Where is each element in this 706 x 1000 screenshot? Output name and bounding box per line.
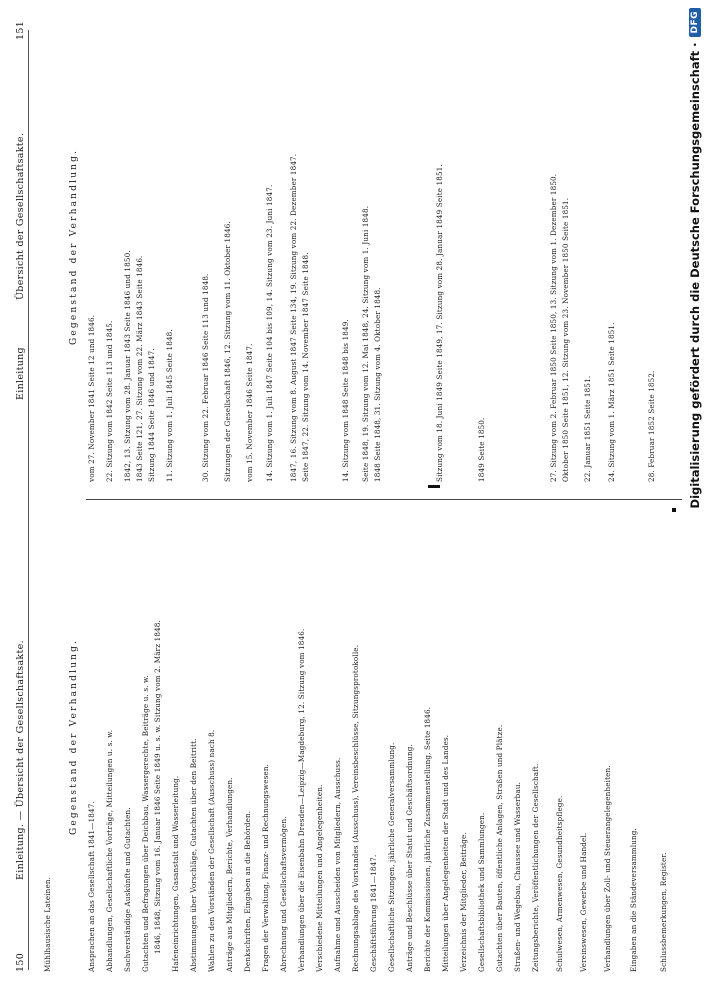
text-line: Abstimmungen über Vorschläge, Gutachten über den Beitritt.	[189, 738, 198, 972]
text-line: 27. Sitzung vom 2. Februar 1850 Seite 1850, 13. Sitzung vom 1. Dezember 1850.	[549, 173, 558, 482]
banner-text: Digitalisierung gefördert durch die Deutsche Forschungsgemeinschaft ·	[688, 42, 702, 509]
section-heading-left: Gegenstand der Verhandlung.	[69, 638, 79, 835]
text-line: Denkschriften, Eingaben an die Behörden.	[243, 810, 252, 972]
text-line: Sitzung 1844 Seite 1846 und 1847.	[147, 348, 156, 482]
running-heading-right: Einleitung	[15, 347, 26, 400]
text-line: 14. Sitzung vom 1848 Seite 1848 bis 1849.	[341, 319, 350, 482]
text-line: 11. Sitzung vom 1. Juli 1845 Seite 1848.	[165, 329, 174, 482]
text-line: 24. Sitzung vom 1. März 1851 Seite 1851.	[607, 322, 616, 482]
scan-artifact	[428, 485, 440, 488]
text-line: Schlussbemerkungen, Register.	[659, 852, 668, 972]
text-line: Verhandlungen über Zoll- und Steuerangelegenheiten.	[603, 765, 612, 972]
text-line: Zeitungsberichte, Veröffentlichungen der Gesellschaft.	[531, 763, 540, 972]
text-line: Berichte der Kommissionen, jährliche Zusammenstellung, Seite 1846.	[423, 706, 432, 972]
text-line: Sachverständige Auskünfte und Gutachten.	[123, 807, 132, 972]
text-line: Vereinswesen, Gewerbe und Handel.	[579, 832, 588, 972]
text-line: Gutachten über Bauten, öffentliche Anlagen, Straßen und Plätze.	[495, 724, 504, 972]
header-rule	[28, 30, 29, 970]
text-line: Sitzungen der Gesellschaft 1846, 12. Sitzung vom 11. Oktober 1846.	[223, 221, 232, 482]
text-line: Ansprachen an das Gesellschaft 1841—1847.	[87, 801, 96, 972]
column-divider	[86, 499, 682, 500]
text-line: 30. Sitzung vom 22. Februar 1846 Seite 113 und 1848.	[201, 273, 210, 482]
text-line: Gutachten und Befragungen über Deichbau, Wassergerechte, Beiträge u. s. w.	[141, 675, 150, 972]
text-line: Verhandlungen über die Eisenbahn Dresden—Leipzig—Magdeburg, 12. Sitzung vom 1846.	[297, 628, 306, 972]
page-number-left: 150	[15, 952, 26, 972]
text-line: Anträge und Beschlüsse über Statut und Geschäftsordnung.	[405, 744, 414, 972]
text-line: Seite 1848, 19. Sitzung vom 12. Mai 1848, 24. Sitzung vom 1. Juni 1848.	[361, 205, 370, 482]
section-heading-right: Gegenstand der Verhandlung.	[69, 148, 79, 345]
text-line: vom 27. November 1841 Seite 12 und 1846.	[87, 314, 96, 482]
text-line: Sitzung vom 18. Juni 1849 Seite 1849, 17. Sitzung vom 28. Januar 1849 Seite 1851.	[435, 164, 444, 482]
text-line: 1847, 16. Sitzung vom 8. August 1847 Seite 134, 19. Sitzung vom 22. Dezember 1847.	[289, 153, 298, 482]
text-line: Eingaben an die Ständeversammlung.	[629, 828, 638, 972]
text-line: Oktober 1850 Seite 1851, 12. Sitzung vom 23. November 1850 Seite 1851.	[561, 197, 570, 482]
text-line: Verschiedene Mitteilungen und Angelegenheiten.	[315, 784, 324, 972]
text-line: Geschäftsführung 1841—1847.	[369, 854, 378, 972]
text-line: 1842, 13. Sitzung vom 28. Januar 1843 Seite 1846 und 1850.	[123, 250, 132, 482]
text-line: Seite 1847, 22. Sitzung vom 14. November 1847 Seite 1848.	[301, 252, 310, 482]
running-title-right: Übersicht der Gesellschaftsakte.	[15, 132, 26, 300]
text-line: Abhandlungen, Gesellschaftliche Vorträge, Mitteilungen u. s. w.	[105, 729, 114, 972]
text-line: Aufnahme und Ausscheiden von Mitgliedern, Ausschuss.	[333, 757, 342, 972]
running-title-left: Einleitung. — Übersicht der Gesellschaftsakte.	[15, 640, 26, 880]
text-line: 14. Sitzung vom 1. Juli 1847 Seite 104 bis 109, 14. Sitzung vom 23. Juni 1847.	[265, 184, 274, 482]
text-line: 28. Februar 1852 Seite 1852.	[647, 370, 656, 482]
text-line: Anträge aus Mitgliedern, Berichte, Verhandlungen.	[225, 777, 234, 972]
digitization-banner	[686, 8, 704, 648]
text-line: 1849 Seite 1850.	[477, 417, 486, 482]
text-line: Wahlen zu den Vorständen der Gesellschaft (Ausschuss) nach 8.	[207, 729, 216, 972]
scan-artifact	[672, 508, 676, 512]
text-line: Schulwesen, Armenwesen, Gesundheitspflege.	[555, 795, 564, 972]
text-line: Hafeneinrichtungen, Gasanstalt und Wasserleitung.	[171, 775, 180, 972]
text-line: Gesellschaftliche Sitzungen, jährliche Generalversammlung.	[387, 742, 396, 972]
text-line: Mühlhausische Lateinen.	[43, 876, 52, 972]
text-line: Fragen der Verwaltung, Finanz- und Rechnungswesen.	[261, 763, 270, 972]
text-line: 1843 Seite 121, 27. Sitzung vom 22. März 1843 Seite 1846.	[135, 255, 144, 482]
dfg-logo-icon: DFG	[689, 8, 701, 37]
page-number-right: 151	[15, 20, 26, 40]
text-line: Gesellschaftsbibliothek und Sammlungen.	[477, 812, 486, 972]
text-line: vom 15. November 1846 Seite 1847.	[245, 343, 254, 482]
text-line: Straßen- und Wegebau, Chaussee und Wasserbau.	[513, 781, 522, 972]
text-line: Rechnungsablage des Vorstandes (Ausschuss), Vereinsbeschlüsse, Sitzungsprotokolle.	[351, 644, 360, 972]
text-line: Abrechnung und Gesellschaftsvermögen.	[279, 816, 288, 972]
text-line: Verzeichnis der Mitglieder, Beiträge.	[459, 832, 468, 972]
text-line: 1848 Seite 1848, 31. Sitzung vom 4. Oktober 1848.	[373, 287, 382, 482]
text-line: 1846, 1848, Sitzung vom 16. Januar 1846 Seite 1849 u. s. w. Sitzung vom 2. März 1848.	[153, 620, 162, 954]
text-line: 22. Januar 1851 Seite 1851.	[583, 375, 592, 482]
text-line: Mitteilungen über Angelegenheiten der Stadt und des Landes.	[441, 734, 450, 972]
text-line: 22. Sitzung vom 1842 Seite 113 und 1845.	[105, 320, 114, 482]
